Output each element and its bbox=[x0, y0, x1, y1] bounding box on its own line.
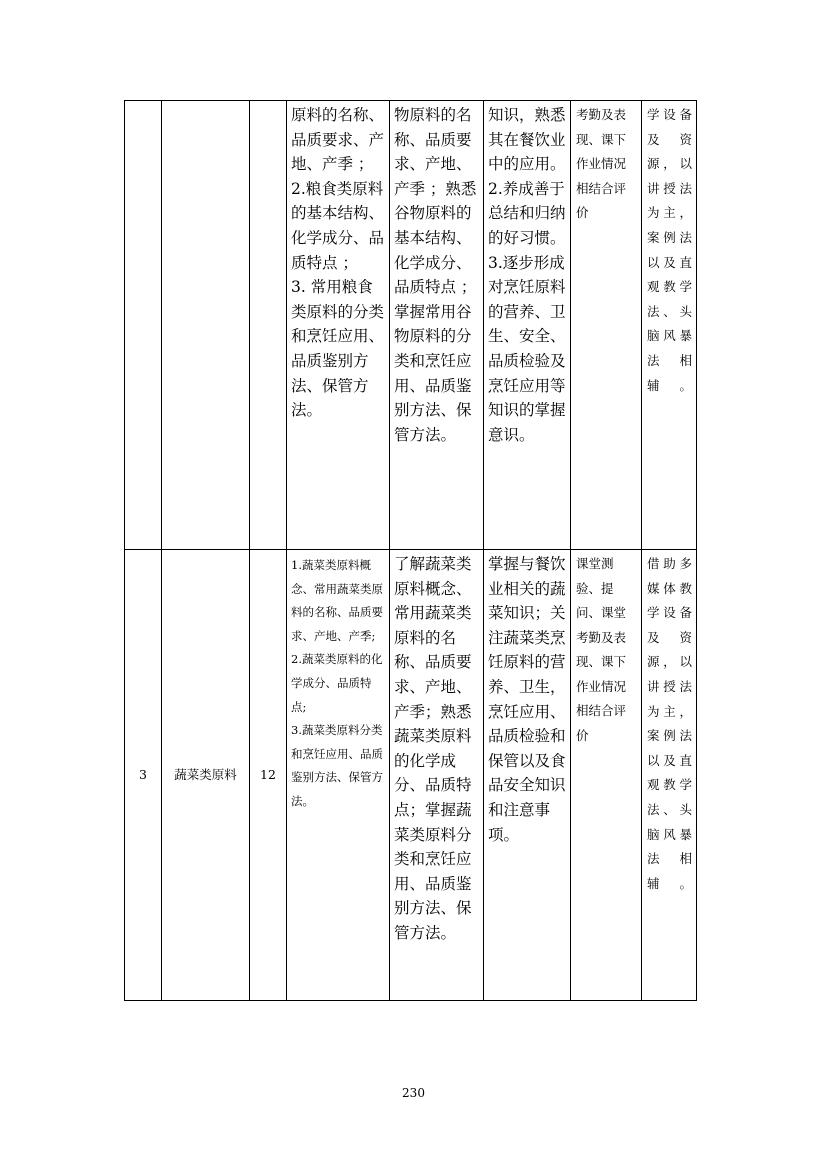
methods-cell bbox=[642, 550, 697, 1001]
objectives-text: 了解蔬菜类原料概念、常用蔬菜类原料的名称、品质要求、产地、产季；熟悉蔬菜类原料的化学成分、品质特点；掌握蔬菜类原料分类和烹饪应用、品质鉴别方法、保管方法。 bbox=[394, 555, 472, 942]
table-row bbox=[125, 101, 697, 550]
methods-cell bbox=[642, 101, 697, 550]
content-text: 1.蔬菜类原料概念、常用蔬菜类原料的名称、品质要求、产地、产季; 2.蔬菜类原料的化学成分、品质特点; 3.蔬菜类原料分类和烹饪应用、品质鉴别方法、保管方法。 bbox=[291, 558, 383, 808]
objectives-cell bbox=[390, 550, 484, 1001]
objectives-text: 物原料的名称、品质要求、产地、产季 ；熟悉谷物原料的基本结构、化学成分、品质特点 ；掌握常用谷物原料的分类和烹饪应用、品质鉴别方法、保管方法。 bbox=[394, 106, 477, 444]
unit-name-cell bbox=[162, 101, 250, 550]
content-cell bbox=[287, 550, 390, 1001]
quality-text: 知识，熟悉其在餐饮业中的应用。 2.养成善于总结和归纳的好习惯。 3.逐步形成对烹饪原料的营养、卫生、安全、品质检验及烹饪应用等知识的掌握意识。 bbox=[488, 106, 566, 444]
quality-cell bbox=[484, 101, 571, 550]
hours-cell bbox=[250, 101, 287, 550]
assessment-cell bbox=[571, 550, 642, 1001]
content-text: 原料的名称、品质要求、产地、产季 ； 2.粮食类原料的基本结构、化学成分、品质特点 ； 3. 常用粮食类原料的分类和烹饪应用、品质鉴别方法、保管方法。 bbox=[291, 106, 385, 420]
unit-number-cell bbox=[125, 101, 162, 550]
assessment-text: 课堂测验、提问、课堂考勤及表现、课下作业情况相结合评价 bbox=[576, 556, 627, 743]
course-table bbox=[124, 100, 697, 1001]
hours-cell: 12 bbox=[250, 550, 287, 1001]
quality-cell bbox=[484, 550, 571, 1001]
methods-text: 学设备及资源，以讲授法为主，案例法以及直观教学法、头脑风暴法相辅。 bbox=[647, 107, 692, 393]
quality-text: 掌握与餐饮业相关的蔬菜知识；关注蔬菜类烹饪原料的营养、卫生，烹饪应用、品质检验和保管以及食品安全知识和注意事项。 bbox=[488, 555, 566, 844]
unit-number-cell: 3 bbox=[125, 550, 162, 1001]
unit-name-cell: 蔬菜类原料 bbox=[162, 550, 250, 1001]
methods-text: 借助多媒体教学设备及资源，以讲授法为主，案例法以及直观教学法、头脑风暴法相辅。 bbox=[647, 556, 692, 891]
objectives-cell bbox=[390, 101, 484, 550]
assessment-text: 考勤及表现、课下作业情况相结合评价 bbox=[576, 107, 627, 220]
page-number: 230 bbox=[402, 1086, 425, 1100]
assessment-cell bbox=[571, 101, 642, 550]
content-cell bbox=[287, 101, 390, 550]
table-row bbox=[125, 550, 697, 1001]
